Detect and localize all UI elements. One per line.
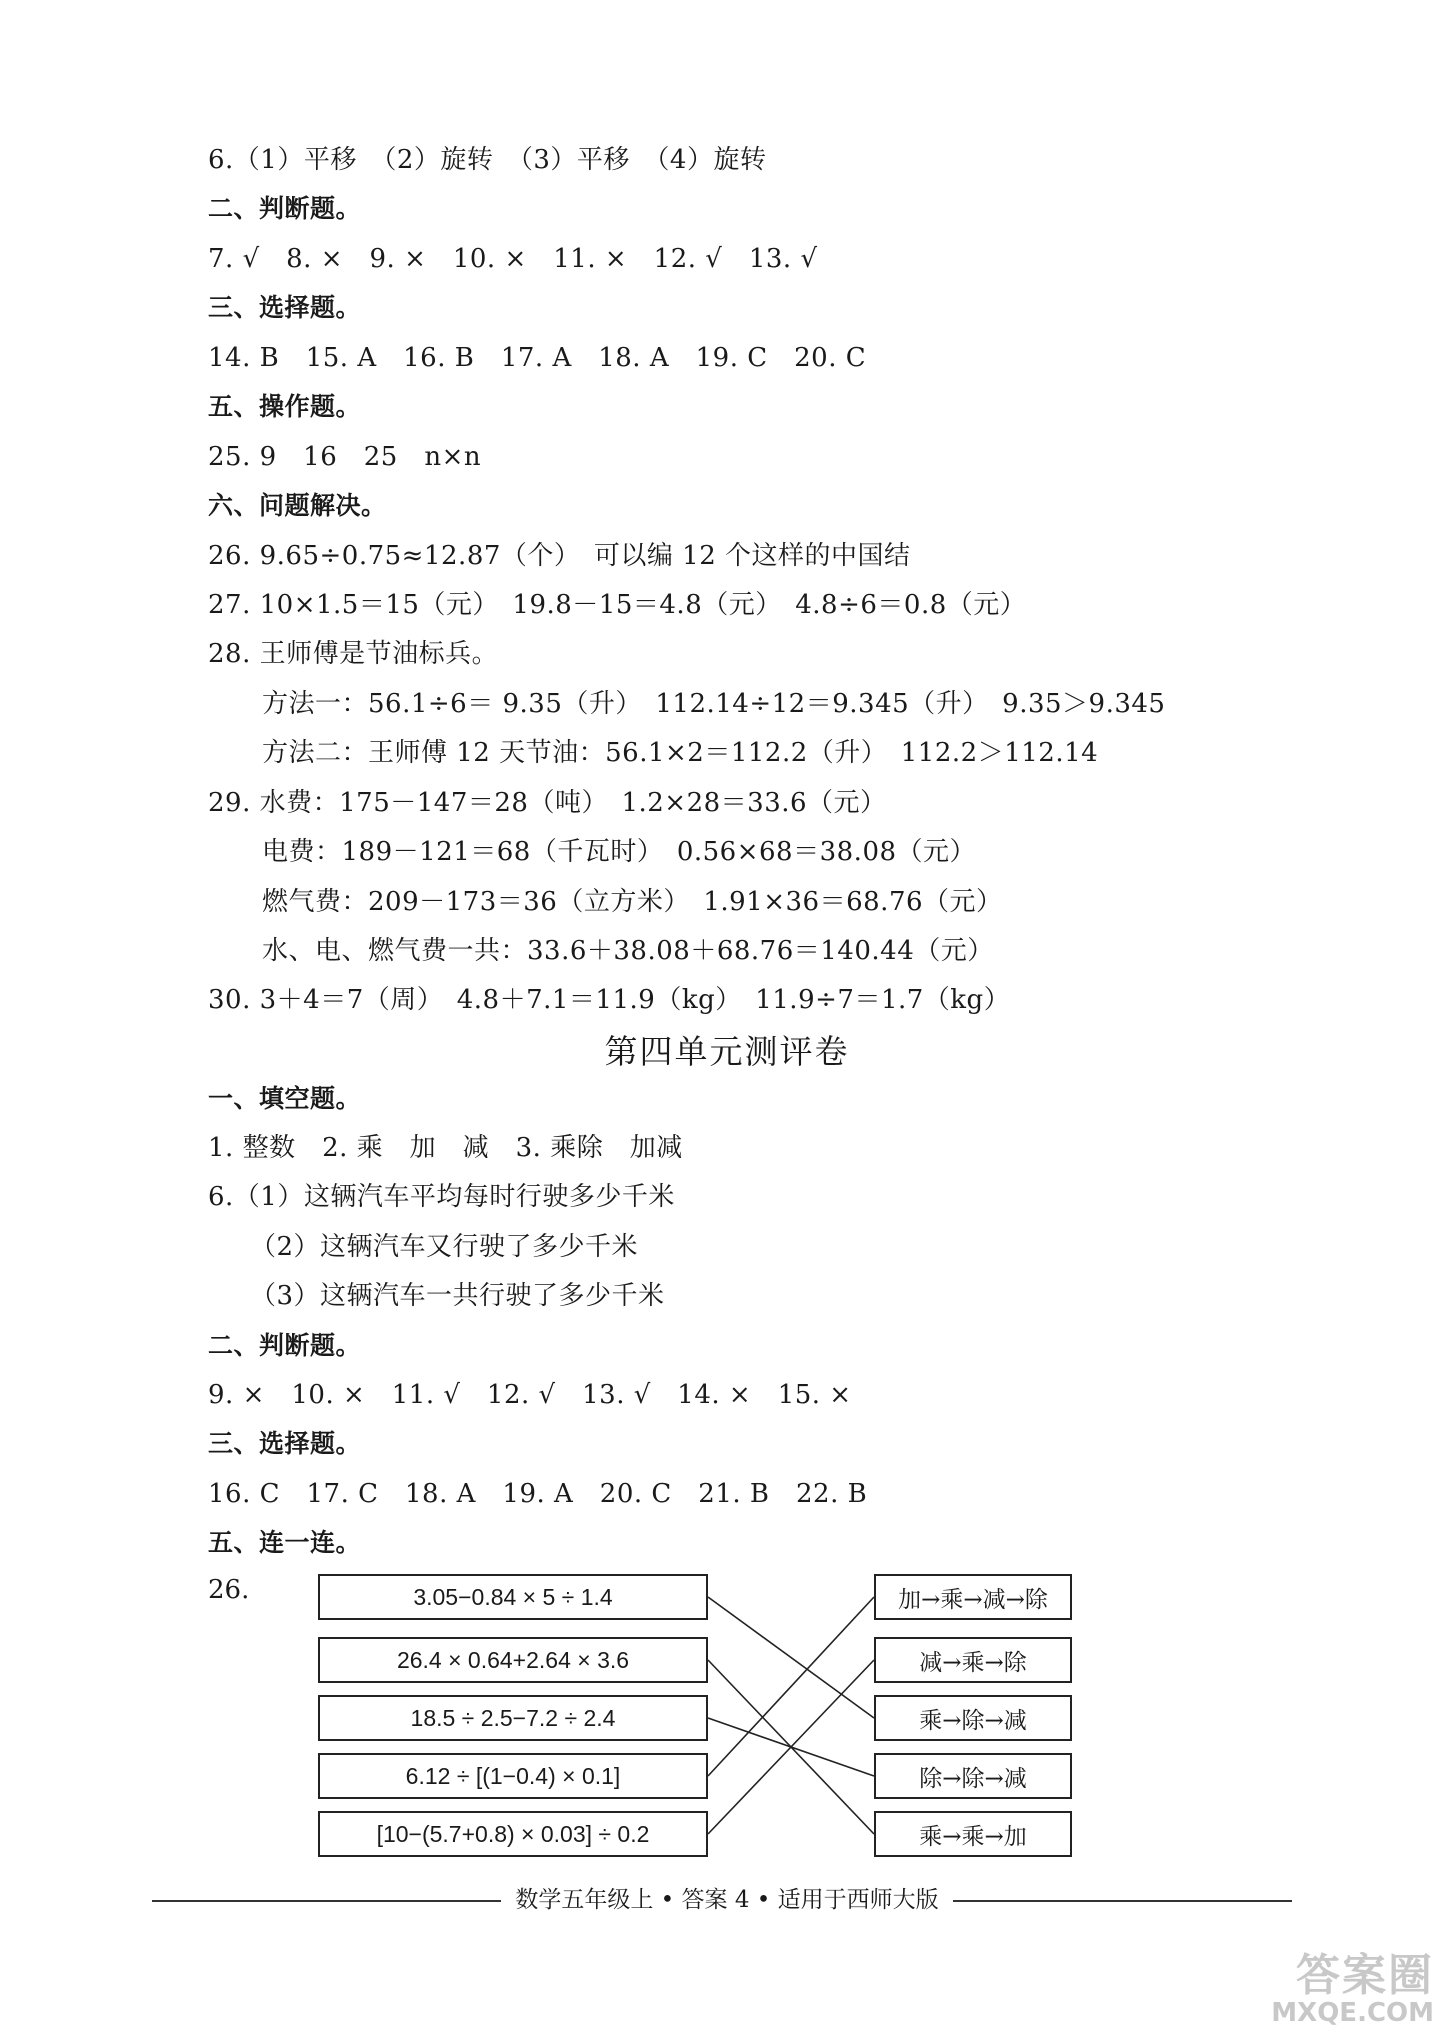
section-heading-operation: 五、操作题。 [208, 392, 362, 421]
footer [0, 1884, 1454, 1916]
matching-line-1 [708, 1597, 874, 1718]
unit4-title: 第四单元测评卷 [604, 1032, 850, 1071]
question-26-label: 26. [208, 1575, 250, 1605]
expression-box-3: 18.5 ÷ 2.5−7.2 ÷ 2.4 [318, 1695, 708, 1741]
answer-line-q28: 28. 王师傅是节油标兵。 [208, 639, 499, 669]
footer-text: 数学五年级上 • 答案 4 • 适用于西师大版 [501, 1887, 952, 1913]
answer-line-q7-13: 7. √ 8. × 9. × 10. × 11. × 12. √ 13. √ [208, 244, 818, 274]
answer-line-q29-total: 水、电、燃气费一共：33.6＋38.08＋68.76＝140.44（元） [262, 936, 994, 966]
answer-line-q29-water: 29. 水费：175－147＝28（吨） 1.2×28＝33.6（元） [208, 788, 887, 818]
section-heading-choice-u4: 三、选择题。 [208, 1429, 362, 1458]
answer-line-u4-q6-1: 6.（1）这辆汽车平均每时行驶多少千米 [208, 1182, 675, 1212]
watermark-line1: 答案圈 [1296, 1950, 1434, 2001]
expression-box-2: 26.4 × 0.64+2.64 × 3.6 [318, 1637, 708, 1683]
answer-line-q25: 25. 9 16 25 n×n [208, 442, 482, 472]
answer-line-u4-q6-3: （3）这辆汽车一共行驶了多少千米 [250, 1281, 665, 1311]
expression-box-1: 3.05−0.84 × 5 ÷ 1.4 [318, 1574, 708, 1620]
answer-line-q29-gas: 燃气费：209－173＝36（立方米） 1.91×36＝68.76（元） [262, 887, 1003, 917]
answer-line-q14-20: 14. B 15. A 16. B 17. A 18. A 19. C 20. C [208, 343, 867, 373]
section-heading-choice: 三、选择题。 [208, 293, 362, 322]
answer-line-u4-q1-3: 1. 整数 2. 乘 加 减 3. 乘除 加减 [208, 1133, 683, 1163]
answer-line-q27: 27. 10×1.5＝15（元） 19.8－15＝4.8（元） 4.8÷6＝0.8（元） [208, 590, 1027, 620]
answer-line-q30: 30. 3＋4＝7（周） 4.8＋7.1＝11.9（kg） 11.9÷7＝1.7（kg） [208, 985, 1011, 1015]
matching-line-5 [708, 1660, 874, 1834]
matching-line-4 [708, 1597, 874, 1776]
watermark-line2: MXQE.COM [1271, 1998, 1434, 2028]
answer-line-u4-q6-2: （2）这辆汽车又行驶了多少千米 [250, 1232, 639, 1262]
section-heading-matching: 五、连一连。 [208, 1528, 362, 1557]
expression-box-5: [10−(5.7+0.8) × 0.03] ÷ 0.2 [318, 1811, 708, 1857]
order-box-2: 减→乘→除 [874, 1637, 1072, 1683]
watermark-logo [1271, 1950, 1434, 2028]
answer-line-q6: 6.（1）平移 （2）旋转 （3）平移 （4）旋转 [208, 145, 767, 175]
matching-line-3 [708, 1718, 874, 1776]
section-heading-judgement: 二、判断题。 [208, 194, 362, 223]
section-heading-judgement-u4: 二、判断题。 [208, 1331, 362, 1360]
order-box-4: 除→除→减 [874, 1753, 1072, 1799]
order-box-3: 乘→除→减 [874, 1695, 1072, 1741]
section-heading-problem-solving: 六、问题解决。 [208, 491, 387, 520]
answer-line-u4-q16-22: 16. C 17. C 18. A 19. A 20. C 21. B 22. B [208, 1479, 868, 1509]
answer-line-q26: 26. 9.65÷0.75≈12.87（个） 可以编 12 个这样的中国结 [208, 541, 911, 571]
expression-box-4: 6.12 ÷ [(1−0.4) × 0.1] [318, 1753, 708, 1799]
matching-line-2 [708, 1660, 874, 1834]
answer-line-q29-electricity: 电费：189－121＝68（千瓦时） 0.56×68＝38.08（元） [262, 837, 977, 867]
answer-line-q28-method2: 方法二：王师傅 12 天节油：56.1×2＝112.2（升） 112.2＞112.14 [262, 738, 1099, 768]
order-box-1: 加→乘→减→除 [874, 1574, 1072, 1620]
order-box-5: 乘→乘→加 [874, 1811, 1072, 1857]
section-heading-fill-blank: 一、填空题。 [208, 1084, 362, 1113]
answer-line-u4-q9-15: 9. × 10. × 11. √ 12. √ 13. √ 14. × 15. × [208, 1380, 852, 1410]
answer-line-q28-method1: 方法一：56.1÷6＝ 9.35（升） 112.14÷12＝9.345（升） 9.35＞9.345 [262, 689, 1166, 719]
